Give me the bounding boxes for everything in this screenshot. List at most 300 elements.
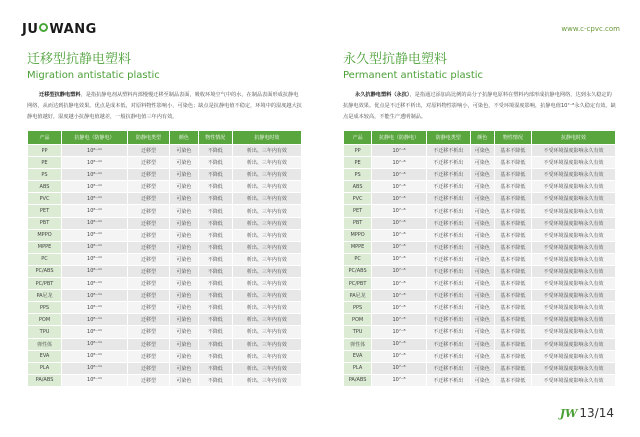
table-row: [28, 169, 302, 181]
table-row: [28, 350, 302, 362]
product-cell: EVA: [28, 350, 62, 362]
product-cell: PET: [344, 205, 372, 217]
table-cell: 可染色: [169, 314, 198, 326]
table-cell: 10⁸⁻¹¹: [62, 290, 128, 302]
table-cell: 析出、三年内有效: [232, 217, 301, 229]
table-cell: 不降低: [198, 253, 232, 265]
table-cell: 10⁸⁻¹¹: [62, 265, 128, 277]
column-header: 抗静电（防静电）: [62, 131, 128, 145]
table-row: [344, 302, 616, 314]
table-cell: 10⁸⁻¹¹: [62, 229, 128, 241]
table-cell: 10⁷⁻⁸: [372, 265, 427, 277]
table-row: [28, 290, 302, 302]
table-cell: 基本不降低: [494, 157, 531, 169]
table-body: [28, 145, 302, 387]
logo-text-left: JU: [22, 21, 39, 37]
product-cell: MPPO: [344, 229, 372, 241]
table-cell: 迁移型: [128, 229, 170, 241]
table-row: [28, 338, 302, 350]
table-cell: 不受环境湿度影响永久有效: [532, 217, 616, 229]
table-cell: 不受环境湿度影响永久有效: [532, 205, 616, 217]
product-cell: PE: [28, 157, 62, 169]
permanent-section: [343, 52, 616, 387]
table-cell: 10⁸⁻¹¹: [62, 374, 128, 386]
table-cell: 10⁷⁻⁸: [372, 362, 427, 374]
product-cell: 弹性体: [344, 338, 372, 350]
table-cell: 不降低: [198, 374, 232, 386]
table-cell: 基本不降低: [494, 338, 531, 350]
table-cell: 析出、三年内有效: [232, 157, 301, 169]
table-cell: 基本不降低: [494, 217, 531, 229]
table-cell: 10⁸⁻¹¹: [62, 362, 128, 374]
table-row: [344, 157, 616, 169]
table-cell: 可染色: [169, 326, 198, 338]
table-cell: 不降低: [198, 338, 232, 350]
table-cell: 不迁移不析出: [426, 265, 470, 277]
table-cell: 10⁸⁻¹¹: [62, 314, 128, 326]
table-cell: 可染色: [470, 169, 494, 181]
table-row: [344, 265, 616, 277]
product-cell: PP: [28, 145, 62, 157]
table-row: [344, 278, 616, 290]
table-cell: 迁移型: [128, 278, 170, 290]
table-cell: 基本不降低: [494, 314, 531, 326]
table-cell: 迁移型: [128, 193, 170, 205]
table-cell: 不迁移不析出: [426, 278, 470, 290]
description-text: ，是指抗静电剂从塑料内部慢慢迁移至制品表面，吸收环境空气中的水，在制品表面形成抗静电网络，从而达到抗静电效果。优点是成本低，对原料物性影响小，可染色；缺点是抗静电值不稳定，环境中的湿度越大抗静电值越好，湿度越小抗静电值越差，一般抗静电值三年内有效。: [27, 92, 302, 120]
table-cell: 不受环境湿度影响永久有效: [532, 241, 616, 253]
table-row: [344, 145, 616, 157]
column-header: 防静电类型: [128, 131, 170, 145]
section-description: [27, 90, 302, 123]
table-cell: 不迁移不析出: [426, 217, 470, 229]
table-cell: 可染色: [470, 278, 494, 290]
table-cell: 10⁷⁻⁸: [372, 374, 427, 386]
description-text: ，是指通过添加高比例的高分子抗静电原料在塑料内部形成抗静电网络，达到永久稳定的抗静电效果。优点是不迁移不析出，对原料物性影响小，可染色，不受环境湿度影响，抗静电值10⁷⁻⁸永久稳定有效。缺点是成本较高，不能生产透明制品。: [343, 92, 616, 120]
product-cell: PLA: [28, 362, 62, 374]
description-lead: 迁移型抗静电塑料: [39, 92, 81, 98]
table-cell: 可染色: [169, 374, 198, 386]
table-row: [28, 241, 302, 253]
table-cell: 10⁷⁻⁸: [372, 302, 427, 314]
column-header: 物性情况: [198, 131, 232, 145]
table-cell: 不受环境湿度影响永久有效: [532, 181, 616, 193]
table-cell: 可染色: [169, 157, 198, 169]
table-cell: 迁移型: [128, 302, 170, 314]
table-cell: 迁移型: [128, 314, 170, 326]
table-cell: 可染色: [470, 374, 494, 386]
table-cell: 析出、三年内有效: [232, 253, 301, 265]
table-cell: 基本不降低: [494, 278, 531, 290]
table-cell: 不降低: [198, 326, 232, 338]
column-header: 颜色: [169, 131, 198, 145]
table-cell: 基本不降低: [494, 193, 531, 205]
section-title-en: Migration antistatic plastic: [27, 70, 160, 81]
table-cell: 不受环境湿度影响永久有效: [532, 350, 616, 362]
table-cell: 迁移型: [128, 169, 170, 181]
product-cell: PA尼龙: [344, 290, 372, 302]
table-cell: 不降低: [198, 181, 232, 193]
footer-mark: JW: [559, 406, 578, 420]
product-cell: PVC: [344, 193, 372, 205]
table-cell: 不迁移不析出: [426, 205, 470, 217]
table-cell: 可染色: [169, 253, 198, 265]
table-cell: 析出、三年内有效: [232, 169, 301, 181]
product-cell: TPU: [344, 326, 372, 338]
table-cell: 不迁移不析出: [426, 350, 470, 362]
table-cell: 析出、三年内有效: [232, 350, 301, 362]
product-cell: ABS: [344, 181, 372, 193]
table-row: [344, 374, 616, 386]
product-cell: PA/ABS: [344, 374, 372, 386]
table-cell: 析出、三年内有效: [232, 338, 301, 350]
table-row: [344, 181, 616, 193]
table-header-row: [28, 131, 302, 145]
table-cell: 10⁸⁻¹¹: [62, 326, 128, 338]
table-cell: 不降低: [198, 290, 232, 302]
table-cell: 可染色: [169, 217, 198, 229]
table-cell: 析出、三年内有效: [232, 362, 301, 374]
table-cell: 可染色: [470, 145, 494, 157]
table-cell: 可染色: [169, 145, 198, 157]
table-cell: 不受环境湿度影响永久有效: [532, 169, 616, 181]
table-cell: 不受环境湿度影响永久有效: [532, 290, 616, 302]
product-cell: PC: [28, 253, 62, 265]
column-header: 产品: [28, 131, 62, 145]
table-cell: 不降低: [198, 205, 232, 217]
table-cell: 析出、三年内有效: [232, 181, 301, 193]
table-cell: 析出、三年内有效: [232, 265, 301, 277]
table-cell: 不受环境湿度影响永久有效: [532, 302, 616, 314]
table-cell: 不降低: [198, 169, 232, 181]
table-cell: 10⁷⁻⁸: [372, 169, 427, 181]
table-row: [28, 278, 302, 290]
table-cell: 10⁷⁻⁸: [372, 326, 427, 338]
table-row: [28, 326, 302, 338]
table-cell: 不降低: [198, 350, 232, 362]
table-cell: 析出、三年内有效: [232, 302, 301, 314]
product-cell: PC/ABS: [28, 265, 62, 277]
table-cell: 不受环境湿度影响永久有效: [532, 145, 616, 157]
table-cell: 析出、三年内有效: [232, 314, 301, 326]
table-cell: 10⁷⁻⁸: [372, 241, 427, 253]
table-cell: 10⁸⁻¹¹: [62, 205, 128, 217]
table-cell: 可染色: [169, 229, 198, 241]
table-cell: 10⁸⁻¹¹: [62, 241, 128, 253]
table-cell: 10⁷⁻⁸: [372, 205, 427, 217]
table-cell: 析出、三年内有效: [232, 374, 301, 386]
description-lead: 永久抗静电塑料（永抗）: [355, 92, 410, 98]
table-cell: 析出、三年内有效: [232, 193, 301, 205]
table-cell: 基本不降低: [494, 145, 531, 157]
product-cell: PA/ABS: [28, 374, 62, 386]
table-cell: 可染色: [169, 362, 198, 374]
table-cell: 10⁸⁻¹¹: [62, 350, 128, 362]
section-title-en: Permanent antistatic plastic: [343, 70, 484, 81]
table-cell: 不迁移不析出: [426, 241, 470, 253]
column-header: 防静电类型: [426, 131, 470, 145]
table-cell: 不迁移不析出: [426, 169, 470, 181]
table-cell: 可染色: [470, 157, 494, 169]
table-cell: 不迁移不析出: [426, 326, 470, 338]
table-cell: 迁移型: [128, 374, 170, 386]
table-row: [28, 374, 302, 386]
table-cell: 不迁移不析出: [426, 181, 470, 193]
product-cell: PC: [344, 253, 372, 265]
table-row: [344, 193, 616, 205]
table-cell: 不迁移不析出: [426, 229, 470, 241]
table-cell: 10⁸⁻¹¹: [62, 302, 128, 314]
table-cell: 迁移型: [128, 241, 170, 253]
product-cell: PE: [344, 157, 372, 169]
product-cell: MPPE: [28, 241, 62, 253]
table-cell: 迁移型: [128, 265, 170, 277]
table-cell: 析出、三年内有效: [232, 278, 301, 290]
table-row: [344, 229, 616, 241]
table-cell: 可染色: [169, 302, 198, 314]
table-cell: 不降低: [198, 157, 232, 169]
table-cell: 迁移型: [128, 338, 170, 350]
table-cell: 迁移型: [128, 350, 170, 362]
product-cell: 弹性体: [28, 338, 62, 350]
table-cell: 不受环境湿度影响永久有效: [532, 157, 616, 169]
table-cell: 基本不降低: [494, 265, 531, 277]
table-cell: 不受环境湿度影响永久有效: [532, 338, 616, 350]
table-row: [344, 338, 616, 350]
product-cell: POM: [344, 314, 372, 326]
table-cell: 10⁷⁻⁸: [372, 253, 427, 265]
table-cell: 基本不降低: [494, 241, 531, 253]
product-cell: MPPO: [28, 229, 62, 241]
table-row: [28, 253, 302, 265]
table-cell: 不降低: [198, 314, 232, 326]
table-cell: 可染色: [470, 338, 494, 350]
section-title-cn: 迁移型抗静电塑料: [27, 52, 132, 67]
table-cell: 迁移型: [128, 145, 170, 157]
table-cell: 10⁷⁻⁸: [372, 338, 427, 350]
table-cell: 不受环境湿度影响永久有效: [532, 278, 616, 290]
table-cell: 可染色: [470, 193, 494, 205]
column-header: 颜色: [470, 131, 494, 145]
table-cell: 不受环境湿度影响永久有效: [532, 229, 616, 241]
table-cell: 基本不降低: [494, 302, 531, 314]
page-number: [560, 406, 614, 420]
table-cell: 可染色: [470, 253, 494, 265]
table-cell: 不降低: [198, 241, 232, 253]
table-cell: 10⁸⁻¹¹: [62, 253, 128, 265]
table-cell: 基本不降低: [494, 181, 531, 193]
table-cell: 可染色: [169, 265, 198, 277]
table-cell: 10⁷⁻⁸: [372, 229, 427, 241]
table-cell: 10⁸⁻¹¹: [62, 278, 128, 290]
table-cell: 可染色: [169, 181, 198, 193]
table-row: [28, 217, 302, 229]
table-cell: 可染色: [470, 229, 494, 241]
table-row: [28, 181, 302, 193]
table-cell: 基本不降低: [494, 169, 531, 181]
table-cell: 可染色: [169, 278, 198, 290]
table-cell: 不降低: [198, 145, 232, 157]
table-cell: 迁移型: [128, 205, 170, 217]
table-cell: 可染色: [169, 169, 198, 181]
product-cell: PA尼龙: [28, 290, 62, 302]
logo-text-right: WANG: [49, 21, 97, 37]
product-cell: PPS: [344, 302, 372, 314]
table-cell: 可染色: [470, 181, 494, 193]
migration-section: [27, 52, 302, 387]
table-cell: 可染色: [470, 241, 494, 253]
table-cell: 10⁸⁻¹¹: [62, 181, 128, 193]
table-cell: 不受环境湿度影响永久有效: [532, 326, 616, 338]
table-cell: 10⁷⁻⁸: [372, 181, 427, 193]
table-cell: 迁移型: [128, 326, 170, 338]
section-description: [343, 90, 616, 123]
table-row: [344, 326, 616, 338]
product-cell: PC/PBT: [28, 278, 62, 290]
table-cell: 析出、三年内有效: [232, 326, 301, 338]
table-cell: 不降低: [198, 217, 232, 229]
table-cell: 可染色: [470, 302, 494, 314]
table-header-row: [344, 131, 616, 145]
table-cell: 不受环境湿度影响永久有效: [532, 314, 616, 326]
table-row: [28, 145, 302, 157]
table-cell: 不迁移不析出: [426, 362, 470, 374]
table-cell: 可染色: [470, 350, 494, 362]
table-cell: 不受环境湿度影响永久有效: [532, 265, 616, 277]
table-row: [344, 350, 616, 362]
table-cell: 可染色: [470, 362, 494, 374]
table-row: [28, 362, 302, 374]
table-cell: 10⁷⁻⁸: [372, 314, 427, 326]
product-cell: ABS: [28, 181, 62, 193]
table-cell: 不受环境湿度影响永久有效: [532, 362, 616, 374]
table-cell: 不迁移不析出: [426, 338, 470, 350]
table-cell: 10⁷⁻⁸: [372, 157, 427, 169]
product-cell: PC/ABS: [344, 265, 372, 277]
table-row: [28, 314, 302, 326]
table-cell: 可染色: [169, 205, 198, 217]
table-cell: 迁移型: [128, 157, 170, 169]
product-cell: PBT: [344, 217, 372, 229]
table-cell: 基本不降低: [494, 253, 531, 265]
table-cell: 不迁移不析出: [426, 253, 470, 265]
table-cell: 可染色: [470, 326, 494, 338]
table-cell: 不降低: [198, 193, 232, 205]
table-cell: 10⁸⁻¹¹: [62, 157, 128, 169]
table-cell: 迁移型: [128, 253, 170, 265]
table-cell: 迁移型: [128, 290, 170, 302]
table-cell: 迁移型: [128, 362, 170, 374]
column-header: 抗静电时效: [532, 131, 616, 145]
table-cell: 不迁移不析出: [426, 374, 470, 386]
product-cell: PS: [28, 169, 62, 181]
table-row: [28, 205, 302, 217]
table-cell: 不迁移不析出: [426, 314, 470, 326]
table-row: [344, 362, 616, 374]
product-cell: PS: [344, 169, 372, 181]
column-header: 抗静电时效: [232, 131, 301, 145]
table-cell: 析出、三年内有效: [232, 229, 301, 241]
table-cell: 析出、三年内有效: [232, 241, 301, 253]
table-cell: 不迁移不析出: [426, 193, 470, 205]
table-cell: 不受环境湿度影响永久有效: [532, 193, 616, 205]
table-cell: 10⁷⁻⁸: [372, 217, 427, 229]
table-cell: 不降低: [198, 265, 232, 277]
product-cell: MPPE: [344, 241, 372, 253]
table-cell: 10⁷⁻⁸: [372, 350, 427, 362]
product-cell: PP: [344, 145, 372, 157]
table-row: [344, 217, 616, 229]
table-row: [344, 253, 616, 265]
table-row: [344, 241, 616, 253]
table-row: [28, 229, 302, 241]
table-cell: 不受环境湿度影响永久有效: [532, 253, 616, 265]
table-cell: 迁移型: [128, 217, 170, 229]
table-cell: 基本不降低: [494, 362, 531, 374]
table-cell: 10⁷⁻⁸: [372, 145, 427, 157]
table-cell: 不迁移不析出: [426, 302, 470, 314]
table-cell: 10⁸⁻¹¹: [62, 193, 128, 205]
table-cell: 析出、三年内有效: [232, 205, 301, 217]
table-cell: 可染色: [169, 193, 198, 205]
table-cell: 可染色: [470, 205, 494, 217]
permanent-table: [343, 130, 616, 387]
table-row: [344, 205, 616, 217]
table-row: [344, 169, 616, 181]
table-cell: 基本不降低: [494, 374, 531, 386]
table-cell: 基本不降低: [494, 229, 531, 241]
table-cell: 10⁷⁻⁸: [372, 278, 427, 290]
table-cell: 可染色: [470, 265, 494, 277]
column-header: 产品: [344, 131, 372, 145]
table-row: [28, 157, 302, 169]
table-cell: 不受环境湿度影响永久有效: [532, 374, 616, 386]
table-cell: 可染色: [470, 217, 494, 229]
product-cell: PVC: [28, 193, 62, 205]
product-cell: EVA: [344, 350, 372, 362]
column-header: 抗静电（防静电）: [372, 131, 427, 145]
table-cell: 基本不降低: [494, 350, 531, 362]
product-cell: TPU: [28, 326, 62, 338]
product-cell: PLA: [344, 362, 372, 374]
table-row: [28, 193, 302, 205]
table-body: [344, 145, 616, 387]
table-row: [344, 290, 616, 302]
logo-ring-icon: [39, 23, 48, 32]
table-cell: 迁移型: [128, 181, 170, 193]
table-row: [344, 314, 616, 326]
table-cell: 析出、三年内有效: [232, 145, 301, 157]
table-cell: 可染色: [470, 290, 494, 302]
website-url: www.c-cpvc.com: [561, 25, 620, 33]
product-cell: PBT: [28, 217, 62, 229]
column-header: 物性情况: [494, 131, 531, 145]
table-cell: 10⁸⁻¹¹: [62, 338, 128, 350]
table-cell: 可染色: [169, 338, 198, 350]
table-cell: 不降低: [198, 362, 232, 374]
table-cell: 可染色: [470, 314, 494, 326]
table-cell: 10⁸⁻¹¹: [62, 145, 128, 157]
table-cell: 析出、三年内有效: [232, 290, 301, 302]
table-row: [28, 265, 302, 277]
table-cell: 10⁷⁻⁸: [372, 193, 427, 205]
product-cell: POM: [28, 314, 62, 326]
table-cell: 不迁移不析出: [426, 157, 470, 169]
table-cell: 不迁移不析出: [426, 290, 470, 302]
product-cell: PET: [28, 205, 62, 217]
table-row: [28, 302, 302, 314]
table-cell: 可染色: [169, 350, 198, 362]
